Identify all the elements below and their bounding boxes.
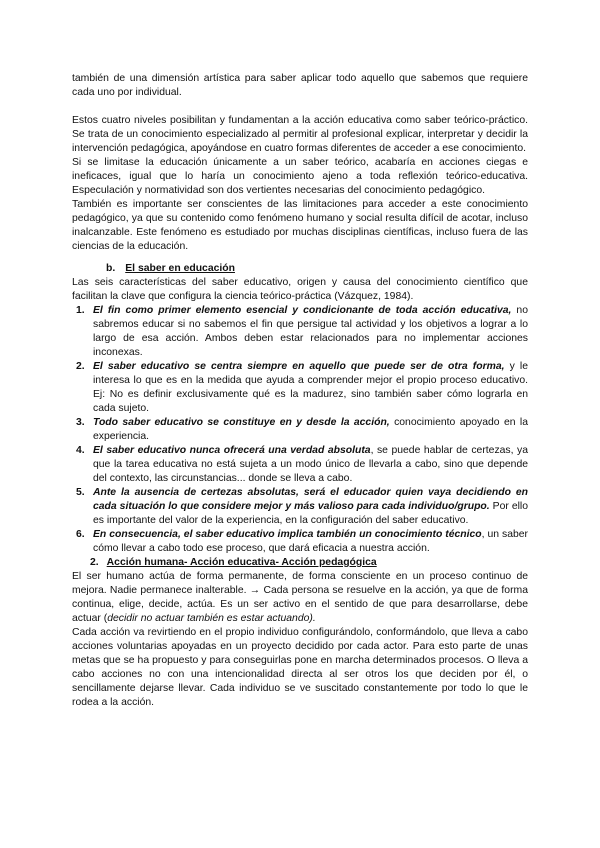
paragraph: también de una dimensión artística para saber aplicar todo aquello que sabemos que requiere cada uno por individual.	[72, 73, 528, 98]
item-emphasis: El fin como primer elemento esencial y condicionante de toda acción educativa,	[93, 305, 512, 316]
item-text: Por ello es importante del valor de la experiencia, en la configuración del saber educativo.	[93, 501, 528, 526]
section-heading-b	[106, 262, 528, 276]
section-heading-2	[90, 556, 528, 570]
item-emphasis: En consecuencia, el saber educativo implica también un conocimiento técnico	[93, 529, 482, 540]
item-emphasis: Todo saber educativo se constituye en y desde la acción,	[93, 417, 390, 428]
list-item	[76, 304, 528, 360]
list-item	[76, 360, 528, 416]
item-number: 6.	[76, 529, 85, 540]
paragraph-italic: decidir no actuar también es estar actuando).	[107, 613, 316, 624]
paragraph: Si se limitase la educación únicamente a un saber teórico, acabaría en acciones ciegas e ineficaces, igual que lo haría un conocimiento ajeno a toda reflexión teórico-educativa. Especulación y normatividad son dos vertientes necesarias del conocimiento pedagógico.	[72, 157, 528, 196]
item-number: 1.	[76, 305, 85, 316]
paragraph	[72, 570, 528, 626]
item-number: 5.	[76, 487, 85, 498]
item-text: no sabremos educar si no sabemos el fin que persigue tal actividad y los objetivos a lograr a lo largo de esa acción. Ambos deben estar relacionados para no implementar acciones inconexas.	[93, 305, 528, 358]
paragraph-text: El ser humano actúa de forma permanente, de forma consciente en un proceso continuo de mejora. Nadie permanece inalterable. → Cada persona se resuelve en la acción, ya que de forma continua, elige, decide, actúa. Es un ser activo en el sentido de que para desarrollarse, debe actuar (	[72, 571, 528, 624]
section-title: Acción humana- Acción educativa- Acción pedagógica	[106, 557, 377, 568]
document-page	[72, 72, 528, 710]
list-item	[76, 486, 528, 528]
item-text: , se puede hablar de certezas, ya que la tarea educativa no está sujeta a un modo único de llevarla a cabo, sino que depende del contexto, las circunstancias... donde se lleva a cabo.	[93, 445, 528, 484]
characteristics-list	[72, 304, 528, 556]
item-number: 3.	[76, 417, 85, 428]
section-marker: b.	[106, 263, 116, 274]
item-number: 4.	[76, 445, 85, 456]
item-text: , un saber cómo llevar a cabo todo ese proceso, que dará eficacia a nuestra acción.	[93, 529, 528, 554]
paragraph: Cada acción va revirtiendo en el propio individuo configurándolo, conformándolo, que lleva a cabo acciones voluntarias apoyadas en un proyecto decidido por cada actor. Para esto parte de unas metas que se ha propuesto y para conseguirlas pone en marcha determinados procesos. O lleva a cabo acciones no con una intencionalidad directa al ser otros los que deciden por él, o sencillamente dejarse llevar. Cada individuo se ve suscitado constantemente por todo lo que le rodea a la acción.	[72, 627, 528, 708]
section-marker: 2.	[90, 557, 99, 568]
item-number: 2.	[76, 361, 85, 372]
list-item	[76, 444, 528, 486]
list-item	[76, 528, 528, 556]
paragraph: También es importante ser conscientes de las limitaciones para acceder a este conocimiento pedagógico, ya que su contenido como fenómeno humano y social resulta difícil de acotar, incluso inalcanzable. Este fenómeno es estudiado por muchas disciplinas científicas, incluso fuera de las ciencias de la educación.	[72, 199, 528, 252]
paragraph: Estos cuatro niveles posibilitan y fundamentan a la acción educativa como saber teórico-práctico. Se trata de un conocimiento especializado al permitir al profesional explicar, interpretar y decidir la intervención pedagógica, apoyándose en cuatro formas diferentes de acceder a ese conocimiento.	[72, 115, 528, 154]
item-emphasis: Ante la ausencia de certezas absolutas, será el educador quien vaya decidiendo en cada situación lo que considere mejor y más valioso para cada individuo/grupo.	[93, 487, 528, 512]
list-item	[76, 416, 528, 444]
item-text: y le interesa lo que es en la medida que ayuda a comprender mejor el propio proceso educativo. Ej: No es definir exclusivamente qué es la madurez, sino también saber cómo lograrla en cada sujeto.	[93, 361, 528, 414]
item-emphasis: El saber educativo se centra siempre en aquello que puede ser de otra forma,	[93, 361, 505, 372]
section-title: El saber en educación	[125, 263, 235, 274]
item-text: conocimiento apoyado en la experiencia.	[93, 417, 528, 442]
section-intro: Las seis características del saber educativo, origen y causa del conocimiento científico que facilitan la clave que configura la ciencia teórico-práctica (Vázquez, 1984).	[72, 277, 528, 302]
item-emphasis: El saber educativo nunca ofrecerá una verdad absoluta	[93, 445, 371, 456]
